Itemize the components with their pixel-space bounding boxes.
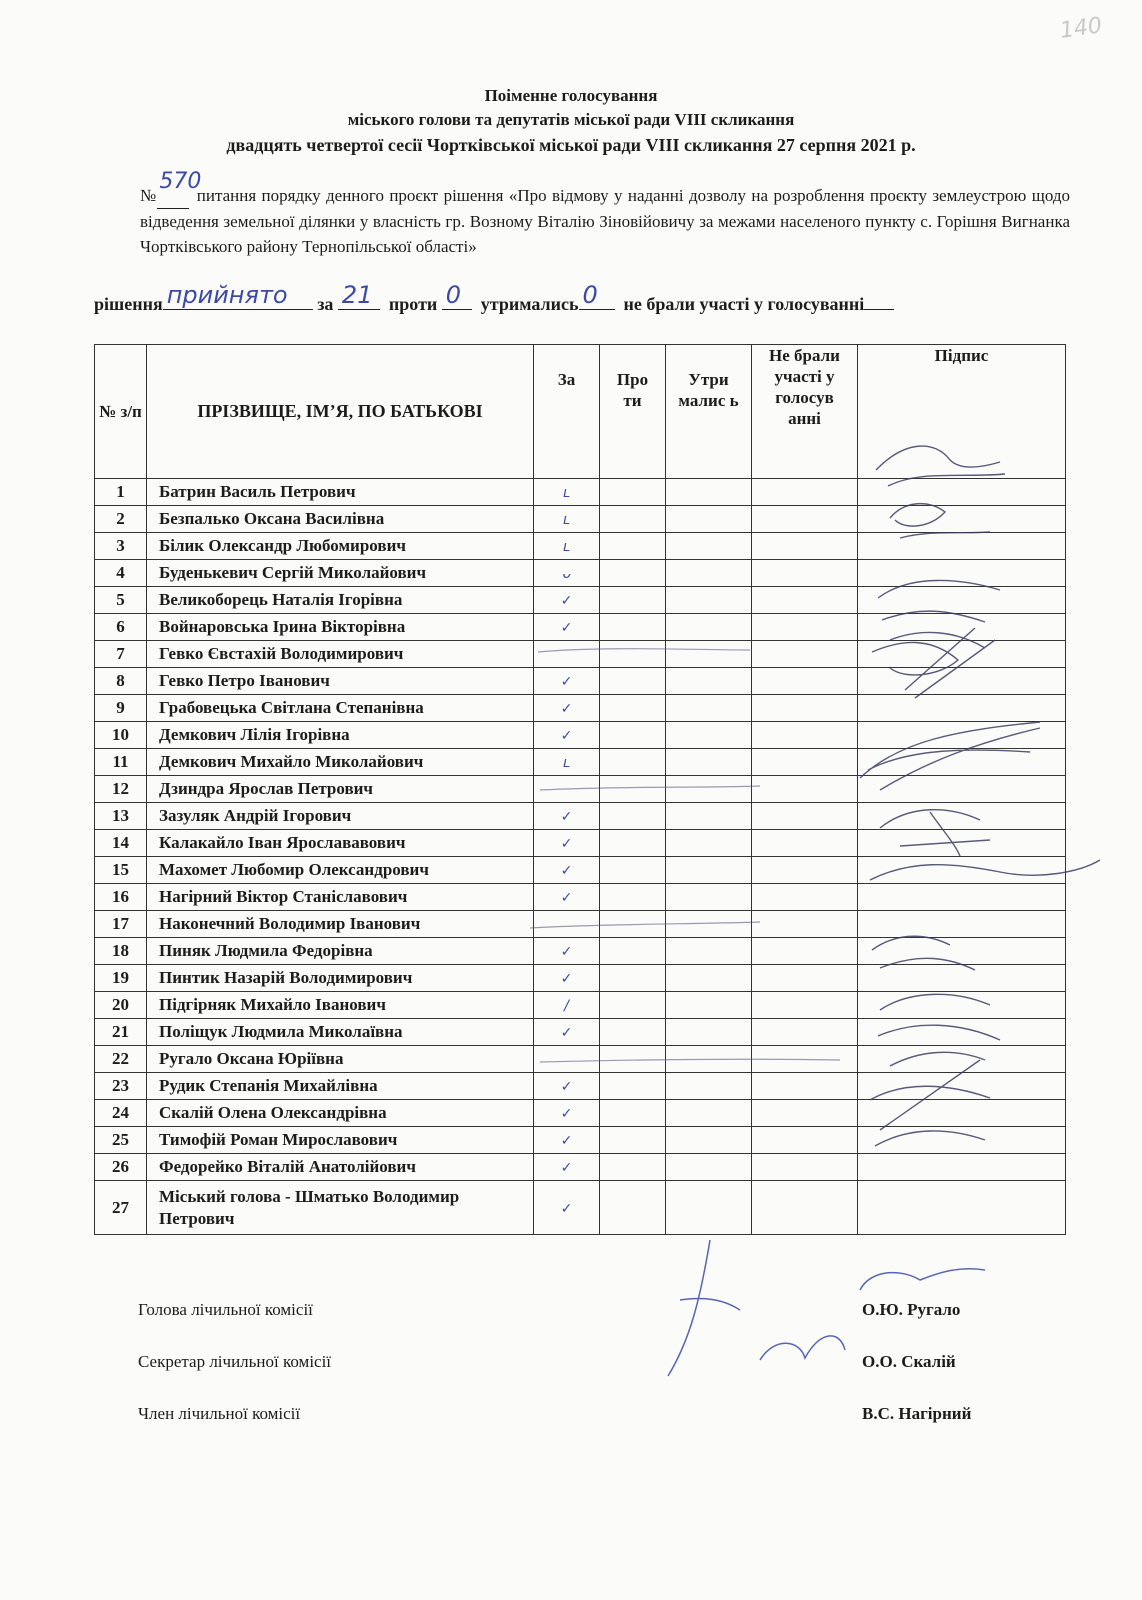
vote-for-mark: ✓ <box>560 620 573 636</box>
deputy-name: Грабовецька Світлана Степанівна <box>147 695 534 722</box>
chair-name: О.Ю. Ругало <box>862 1300 961 1319</box>
deputy-name: Безпалько Оксана Василівна <box>147 506 534 533</box>
deputy-name: Міський голова - Шматько Володимир Петрович <box>147 1181 534 1235</box>
row-number: 11 <box>95 749 147 776</box>
vote-for-mark: ✓ <box>560 1200 573 1217</box>
deputy-name: Пинтик Назарій Володимирович <box>147 965 534 992</box>
deputy-name: Пиняк Людмила Федорівна <box>147 938 534 965</box>
deputy-name: Федорейко Віталій Анатолійович <box>147 1154 534 1181</box>
signature-8 <box>872 936 975 970</box>
deputy-name: Тимофій Роман Мирославович <box>147 1127 534 1154</box>
deputy-name: Великоборець Наталія Ігорівна <box>147 587 534 614</box>
signature-9 <box>878 994 1000 1066</box>
row-number: 8 <box>95 668 147 695</box>
deputy-name: Скалій Олена Олександрівна <box>147 1100 534 1127</box>
vote-for-mark: ✓ <box>560 863 573 879</box>
row-number: 9 <box>95 695 147 722</box>
vote-for-mark: ᴗ <box>562 566 571 582</box>
chair-role: Голова лічильної комісії <box>138 1300 313 1319</box>
absence-dash-row-22 <box>540 1059 840 1062</box>
deputy-name: Наконечний Володимир Іванович <box>147 911 534 938</box>
row-number: 18 <box>95 938 147 965</box>
no-vote-label: не брали участі у голосуванні <box>623 294 865 314</box>
row-number: 26 <box>95 1154 147 1181</box>
signature-3 <box>878 580 1000 648</box>
deputy-name: Дзиндра Ярослав Петрович <box>147 776 534 803</box>
header-against: Про ти <box>600 345 666 479</box>
row-number: 27 <box>95 1181 147 1235</box>
vote-for-mark: ✓ <box>560 1106 573 1122</box>
vote-for-mark: ʟ <box>562 485 571 501</box>
row-number: 19 <box>95 965 147 992</box>
row-number: 23 <box>95 1073 147 1100</box>
vote-for-mark: ✓ <box>560 836 573 852</box>
row-number: 5 <box>95 587 147 614</box>
deputy-name: Ругало Оксана Юріївна <box>147 1046 534 1073</box>
row-number: 10 <box>95 722 147 749</box>
signature-secretary <box>760 1336 845 1360</box>
for-label: за <box>317 294 334 314</box>
vote-for-mark: ✓ <box>560 593 573 609</box>
vote-for-mark: ✓ <box>560 728 573 744</box>
row-number: 13 <box>95 803 147 830</box>
deputy-name: Нагірний Віктор Станіславович <box>147 884 534 911</box>
deputy-name: Гевко Євстахій Володимирович <box>147 641 534 668</box>
signature-6 <box>880 810 990 856</box>
header-for: За <box>534 345 600 479</box>
deputy-name: Гевко Петро Іванович <box>147 668 534 695</box>
row-number: 17 <box>95 911 147 938</box>
against-label: проти <box>388 294 438 314</box>
deputy-name: Підгірняк Михайло Іванович <box>147 992 534 1019</box>
document-subtitle: міського голови та депутатів міської ради VIII скликання <box>347 110 795 129</box>
vote-for-mark: ʟ <box>562 539 571 555</box>
signature-10 <box>870 1060 990 1146</box>
signature-5 <box>860 722 1040 790</box>
row-number: 25 <box>95 1127 147 1154</box>
vote-for-mark: ✓ <box>560 971 573 987</box>
deputy-name: Рудик Степанія Михайлівна <box>147 1073 534 1100</box>
absence-dash-row-12 <box>540 786 760 790</box>
table-signatures <box>860 446 1100 1146</box>
deputy-name: Войнаровська Ірина Вікторівна <box>147 614 534 641</box>
signature-4 <box>872 628 995 698</box>
abstain-count-handwritten: 0 <box>582 281 598 309</box>
vote-for-mark: ✓ <box>560 890 573 906</box>
row-number: 1 <box>95 479 147 506</box>
member-name: В.С. Нагірний <box>862 1404 972 1423</box>
vote-for-mark: ✓ <box>560 1133 573 1149</box>
absence-dashes <box>530 649 840 1062</box>
deputy-name: Калакайло Іван Ярослававович <box>147 830 534 857</box>
absence-dash-row-7 <box>538 649 750 652</box>
row-number: 24 <box>95 1100 147 1127</box>
row-number: 7 <box>95 641 147 668</box>
row-number: 12 <box>95 776 147 803</box>
agenda-number-prefix: № <box>140 186 158 205</box>
for-count-handwritten: 21 <box>341 281 373 309</box>
vote-for-mark: ✓ <box>560 674 573 690</box>
header-no-vote: Не брали участі у голосув анні <box>752 345 858 479</box>
signature-chair <box>860 1269 985 1290</box>
decision-result-handwritten: прийнято <box>166 281 288 309</box>
header-abstain: Утри малис ь <box>666 345 752 479</box>
vote-for-mark: ✓ <box>560 1160 573 1176</box>
header-signature: Підпис <box>858 345 1066 479</box>
vote-for-mark: ʟ <box>562 755 571 771</box>
session-line: двадцять четвертої сесії Чортківської міської ради VIII скликання 27 серпня 2021 р. <box>226 135 916 155</box>
vote-for-mark: ✓ <box>560 1079 573 1095</box>
row-number: 20 <box>95 992 147 1019</box>
deputy-name: Зазуляк Андрій Ігорович <box>147 803 534 830</box>
header-number: № з/п <box>95 345 147 479</box>
vote-for-mark: ✓ <box>560 701 573 717</box>
header-name: ПРІЗВИЩЕ, ІМ’Я, ПО БАТЬКОВІ <box>147 345 534 479</box>
vote-for-mark: / <box>564 998 569 1014</box>
decision-label: рішення <box>94 294 163 314</box>
against-count-handwritten: 0 <box>445 281 462 309</box>
row-number: 4 <box>95 560 147 587</box>
archive-corner-mark: 140 <box>1058 13 1104 44</box>
document-title: Поіменне голосування <box>484 86 658 105</box>
row-number: 21 <box>95 1019 147 1046</box>
row-number: 6 <box>95 614 147 641</box>
deputy-name: Махомет Любомир Олександрович <box>147 857 534 884</box>
secretary-role: Секретар лічильної комісії <box>138 1352 332 1371</box>
agenda-number-handwritten: 570 <box>159 169 202 194</box>
deputy-name: Поліщук Людмила Миколаївна <box>147 1019 534 1046</box>
row-number: 2 <box>95 506 147 533</box>
secretary-name: О.О. Скалій <box>862 1352 956 1371</box>
row-number: 14 <box>95 830 147 857</box>
deputy-name: Білик Олександр Любомирович <box>147 533 534 560</box>
signature-member <box>668 1240 740 1376</box>
absence-dash-row-17 <box>530 922 760 928</box>
row-number: 16 <box>95 884 147 911</box>
agenda-text: питання порядку денного проєкт рішення «Про відмову у наданні дозволу на розроблення проєкту землеустрою щодо відведення земельної ділянки у власність гр. Возному Віталію Зіновійовичу за межами населеного пункту с. Горішня Вигнанка Чортківського району Тернопільської області» <box>140 186 1070 256</box>
vote-for-mark: ✓ <box>560 1025 573 1041</box>
vote-for-mark: ʟ <box>562 512 571 528</box>
vote-for-mark: ✓ <box>560 809 573 825</box>
row-number: 3 <box>95 533 147 560</box>
abstain-label: утримались <box>480 294 579 314</box>
deputy-name: Демкович Михайло Миколайович <box>147 749 534 776</box>
row-number: 22 <box>95 1046 147 1073</box>
deputy-name: Буденькевич Сергій Миколайович <box>147 560 534 587</box>
row-number: 15 <box>95 857 147 884</box>
member-role: Член лічильної комісії <box>138 1404 301 1423</box>
signature-7 <box>870 860 1100 880</box>
deputy-name: Батрин Василь Петрович <box>147 479 534 506</box>
vote-for-mark: ✓ <box>560 944 573 960</box>
deputy-name: Демкович Лілія Ігорівна <box>147 722 534 749</box>
signature-1 <box>876 446 1005 486</box>
signature-2 <box>890 504 990 538</box>
